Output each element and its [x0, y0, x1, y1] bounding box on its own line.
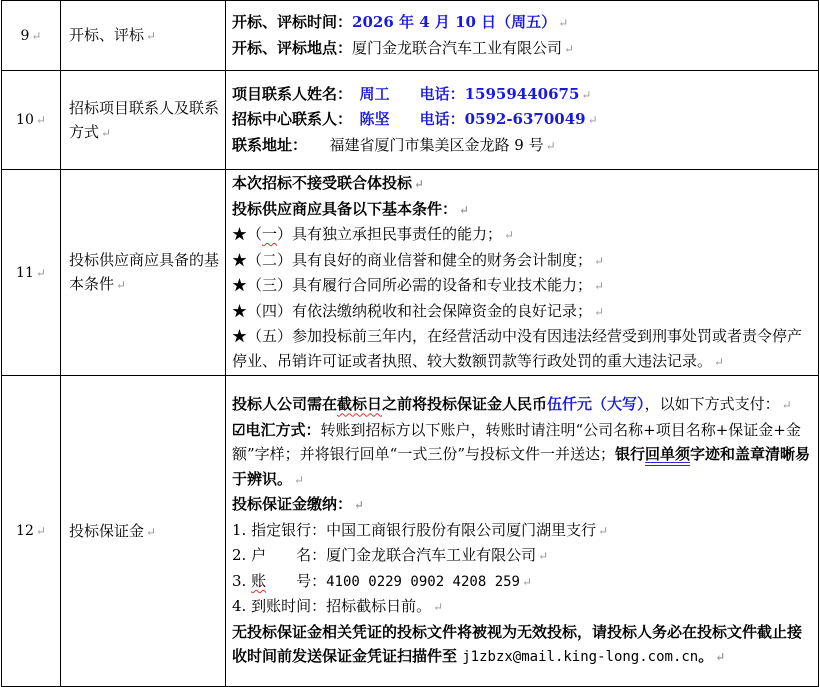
paragraph-mark: ↵ — [35, 265, 46, 280]
condition-item-5: ★（五）参加投标前三年内，在经营活动中没有因违法经营受到刑事处罚或者责令停产停业、吊销许可证或者执照、较大数额罚款等行政处罚的重大违法记录。 — [232, 327, 803, 370]
paragraph-mark: ↵ — [116, 278, 127, 292]
paragraph-mark: ↵ — [354, 498, 365, 513]
row-number-text: 11 — [16, 264, 34, 281]
row-label-text: 招标项目联系人及联系方式 — [69, 98, 220, 141]
condition-item-1-number: 一 — [262, 225, 278, 243]
table-row — [2, 376, 819, 687]
row-number-text: 12 — [16, 523, 34, 539]
arrival-time: 4. 到账时间：招标截标日前。 — [232, 597, 432, 616]
row-content — [226, 376, 819, 687]
account-number-label-a: 3. — [232, 571, 252, 590]
condition-item-1: ）具有独立承担民事责任的能力； — [277, 225, 503, 243]
paragraph-mark: ↵ — [35, 113, 46, 127]
row-content — [226, 1, 819, 71]
paragraph-mark: ↵ — [594, 253, 605, 268]
paragraph-mark: ↵ — [31, 28, 42, 43]
deposit-deadline-term: 截标日 — [337, 395, 383, 414]
deposit-email: j1zbzx@mail.king-long.com.cn — [462, 649, 699, 666]
paragraph-mark: ↵ — [538, 549, 549, 564]
paragraph-mark: ↵ — [581, 87, 592, 102]
center-contact-label: 招标中心联系人： — [232, 110, 345, 129]
opening-time-label: 开标、评标时间： — [232, 13, 353, 31]
condition-item-4: ★（四）有依法缴纳税收和社会保障资金的良好记录； — [232, 301, 593, 320]
paragraph-mark: ↵ — [504, 228, 515, 242]
paragraph-mark: ↵ — [545, 138, 556, 153]
row-number — [2, 1, 61, 71]
paragraph-mark: ↵ — [433, 600, 444, 615]
paragraph-mark: ↵ — [146, 524, 157, 539]
paragraph-mark: ↵ — [294, 472, 305, 487]
conditions-title: 投标供应商应具备以下基本条件： — [232, 199, 458, 218]
address-value: 福建省厦门市集美区金龙路 9 号 — [329, 135, 544, 154]
paragraph-mark: ↵ — [594, 304, 605, 319]
paragraph-mark: ↵ — [594, 279, 605, 293]
deposit-amount: 伍仟元（大写） — [547, 395, 645, 414]
row-number — [2, 71, 61, 170]
row-label-text: 投标供应商应具备的基本条件 — [69, 251, 220, 293]
account-number: 4100 0229 0902 4208 259 — [326, 573, 520, 590]
center-contact-name: 陈坚 — [359, 110, 390, 129]
paragraph-mark: ↵ — [715, 650, 726, 665]
paragraph-mark: ↵ — [714, 354, 725, 369]
project-contact-name: 周工 — [359, 84, 390, 103]
paragraph-mark: ↵ — [564, 41, 575, 56]
row-label — [61, 170, 226, 376]
bidding-info-table — [1, 0, 819, 687]
table-row — [2, 1, 819, 71]
wire-transfer-note-b: 回单须 — [645, 445, 691, 464]
row-number-text: 9 — [20, 27, 30, 44]
row-number — [2, 376, 61, 687]
deposit-warning-end: 。 — [698, 647, 714, 666]
condition-item-1-prefix: ★（ — [232, 225, 263, 243]
row-label-text: 开标、评标 — [69, 26, 145, 44]
table-row — [2, 170, 819, 376]
wire-transfer-note-a: 银行 — [615, 445, 646, 464]
project-contact-phone-label: 电话： — [419, 84, 465, 103]
paragraph-mark: ↵ — [101, 125, 112, 140]
row-label — [61, 376, 226, 687]
row-label — [61, 71, 226, 170]
address-label: 联系地址： — [232, 135, 300, 154]
opening-place-label: 开标、评标地点： — [232, 38, 353, 57]
condition-item-2: ★（二）具有良好的商业信誉和健全的财务会计制度； — [232, 250, 593, 269]
row-content — [226, 170, 819, 376]
paragraph-mark: ↵ — [558, 16, 569, 30]
no-consortium-note: 本次招标不接受联合体投标 — [232, 174, 413, 192]
table-row — [2, 71, 819, 170]
condition-item-3: ★（三）具有履行合同所必需的设备和专业技术能力； — [232, 276, 593, 294]
wire-transfer-instructions: 转账到招标方以下账户，转账时请注明“公司名称+项目名称+保证金+金额”字样；并将银行回单“一式三份”与投标文件一并送达； — [232, 420, 801, 464]
deposit-intro: 投标人公司需在 — [232, 395, 338, 414]
paragraph-mark: ↵ — [781, 398, 792, 413]
center-contact-phone: 0592-6370049 — [464, 110, 586, 129]
paragraph-mark: ↵ — [414, 177, 425, 191]
deposit-warning: 无投标保证金相关凭证的投标文件将被视为无效投标，请投标人务必在投标文件截止接收时间前发送保证金凭证扫描件至 — [232, 622, 803, 666]
deposit-intro-end: ，以如下方式支付： — [644, 395, 780, 414]
row-number — [2, 170, 61, 376]
account-name: 厦门金龙联合汽车工业有限公司 — [326, 546, 537, 565]
paragraph-mark: ↵ — [146, 29, 157, 43]
center-contact-phone-label: 电话： — [419, 110, 465, 129]
paragraph-mark: ↵ — [587, 113, 598, 128]
paragraph-mark: ↵ — [35, 524, 46, 538]
wire-transfer-note-c: 字迹和盖章清晰易于辨识。 — [232, 445, 811, 488]
row-number-text: 10 — [16, 112, 34, 128]
project-contact-label: 项目联系人姓名： — [232, 84, 345, 103]
designated-bank: 1. 指定银行：中国工商银行股份有限公司厦门湖里支行 — [232, 520, 597, 539]
account-name-label: 2. 户 名： — [232, 546, 327, 565]
project-contact-phone: 15959440675 — [464, 84, 580, 103]
paragraph-mark: ↵ — [522, 574, 533, 589]
opening-place-value: 厦门金龙联合汽车工业有限公司 — [352, 38, 563, 57]
paragraph-mark: ↵ — [598, 523, 609, 538]
account-number-label-b: 账 — [251, 571, 267, 590]
deposit-intro-cont: 之前将投标保证金人民币 — [382, 395, 548, 414]
opening-time-value: 2026 年 4 月 10 日（周五） — [352, 13, 557, 31]
paragraph-mark: ↵ — [459, 202, 470, 217]
row-label — [61, 1, 226, 71]
wire-transfer-label: ☑电汇方式： — [232, 420, 321, 439]
account-number-label-c: 号： — [266, 571, 327, 590]
row-label-text: 投标保证金 — [69, 521, 145, 540]
row-content — [226, 71, 819, 170]
deposit-payment-title: 投标保证金缴纳： — [232, 495, 353, 514]
